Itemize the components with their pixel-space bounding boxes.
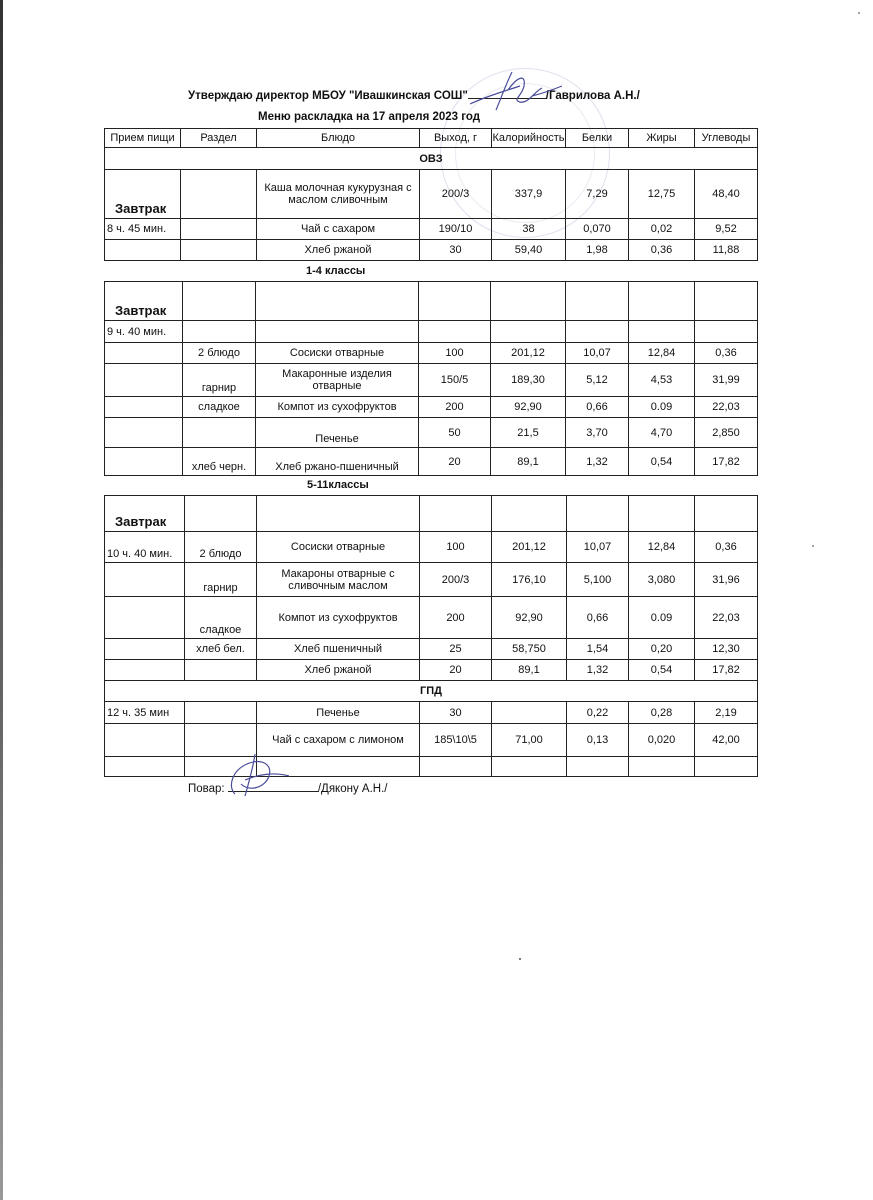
cell-output: 185\10\5 <box>420 724 492 757</box>
cell-kcal: 92,90 <box>491 397 566 418</box>
table-row <box>105 282 758 321</box>
section-row <box>105 148 758 170</box>
cell-output: 20 <box>419 448 491 476</box>
table-row <box>105 219 758 240</box>
cell-protein: 1,54 <box>567 639 629 660</box>
cell-kcal: 58,750 <box>492 639 567 660</box>
cell-fat: 12,84 <box>629 532 695 563</box>
cell-dish: Хлеб ржаной <box>257 660 420 681</box>
cell-dish: Каша молочная кукурузная с маслом сливочным <box>257 170 420 219</box>
cell-section: сладкое <box>185 597 257 639</box>
menu-table-1-4 <box>104 281 758 476</box>
scan-edge <box>0 0 3 1200</box>
cell-section: 2 блюдо <box>185 532 257 563</box>
cell-output: 150/5 <box>419 364 491 397</box>
cell-dish: Печенье <box>257 702 420 724</box>
cell-carbs: 22,03 <box>695 397 758 418</box>
cell-carbs: 0,36 <box>695 343 758 364</box>
cell-fat: 0,020 <box>629 724 695 757</box>
cell-kcal: 89,1 <box>491 448 566 476</box>
table-row <box>105 240 758 261</box>
cell-time <box>105 639 185 660</box>
cell-fat: 0,36 <box>629 240 695 261</box>
cook-signature <box>215 750 295 800</box>
director-name: /Гаврилова А.Н./ <box>545 90 640 102</box>
cell-output: 30 <box>420 240 492 261</box>
scan-speck <box>519 958 521 960</box>
cell-kcal <box>492 702 567 724</box>
table-row <box>105 170 758 219</box>
cell-protein: 0,22 <box>567 702 629 724</box>
cell-carbs: 48,40 <box>695 170 758 219</box>
cell-fat: 12,84 <box>629 343 695 364</box>
cell-output: 50 <box>419 418 491 448</box>
cell-time <box>105 724 185 757</box>
cell-protein: 7,29 <box>566 170 629 219</box>
cell-time: 8 ч. 45 мин. <box>105 219 181 240</box>
cell-section: гарнир <box>185 563 257 597</box>
col-header: Прием пищи <box>105 129 181 148</box>
cell-dish: Компот из сухофруктов <box>256 397 419 418</box>
cell-time: 12 ч. 35 мин <box>105 702 185 724</box>
cell-protein: 5,12 <box>566 364 629 397</box>
approval-text: Утверждаю директор МБОУ "Ивашкинская СОШ" <box>188 90 468 102</box>
cell-kcal: 176,10 <box>492 563 567 597</box>
section-title-5-11: 5-11классы <box>307 479 369 491</box>
cell-fat: 0,20 <box>629 639 695 660</box>
cell-section <box>185 660 257 681</box>
cell-kcal: 38 <box>492 219 566 240</box>
menu-title: Меню раскладка на 17 апреля 2023 год <box>258 111 481 123</box>
cell-fat: 0,02 <box>629 219 695 240</box>
table-row <box>105 496 758 532</box>
cell-protein: 0,66 <box>567 597 629 639</box>
cell-section: гарнир <box>183 364 256 397</box>
table-row <box>105 597 758 639</box>
cell-kcal: 201,12 <box>492 532 567 563</box>
table-row <box>105 639 758 660</box>
table-row <box>105 364 758 397</box>
menu-table-5-11 <box>104 495 758 777</box>
cell-protein: 0,66 <box>566 397 629 418</box>
cell-fat: 0,54 <box>629 448 695 476</box>
table-row <box>105 660 758 681</box>
cell-section: 2 блюдо <box>183 343 256 364</box>
table-row <box>105 532 758 563</box>
cell-dish: Чай с сахаром <box>257 219 420 240</box>
cell-section <box>185 702 257 724</box>
col-header: Жиры <box>629 129 695 148</box>
cell-dish: Чай с сахаром с лимоном <box>257 724 420 757</box>
table-row <box>105 563 758 597</box>
cell-section <box>181 240 257 261</box>
table-row <box>105 448 758 476</box>
col-header: Белки <box>566 129 629 148</box>
meal-label: Завтрак <box>105 282 183 321</box>
cell-kcal: 59,40 <box>492 240 566 261</box>
cell-output: 20 <box>420 660 492 681</box>
cell-carbs: 22,03 <box>695 597 758 639</box>
table-row <box>105 397 758 418</box>
table-row <box>105 343 758 364</box>
cell-carbs: 31,99 <box>695 364 758 397</box>
scan-speck <box>858 12 860 14</box>
scan-speck <box>812 545 814 547</box>
table-row <box>105 724 758 757</box>
cell-section <box>183 418 256 448</box>
cell-protein: 10,07 <box>567 532 629 563</box>
cell-protein: 0,070 <box>566 219 629 240</box>
cell-kcal: 337,9 <box>492 170 566 219</box>
cell-fat: 12,75 <box>629 170 695 219</box>
cell-protein: 1,32 <box>566 448 629 476</box>
cell-dish: Макароны отварные с сливочным маслом <box>257 563 420 597</box>
cell-carbs: 2,850 <box>695 418 758 448</box>
col-header: Блюдо <box>257 129 420 148</box>
table-row <box>105 321 758 343</box>
cell-carbs: 17,82 <box>695 660 758 681</box>
col-header: Выход, г <box>420 129 492 148</box>
meal-label: Завтрак <box>105 170 181 219</box>
cell-section: хлеб черн. <box>183 448 256 476</box>
cell-output: 100 <box>420 532 492 563</box>
cell-protein: 5,100 <box>567 563 629 597</box>
cell-protein: 1,32 <box>567 660 629 681</box>
cook-label: Повар: <box>188 783 225 795</box>
cell-dish: Хлеб ржаной <box>257 240 420 261</box>
cell-dish: Хлеб пшеничный <box>257 639 420 660</box>
table-row <box>105 702 758 724</box>
cell-output: 200/3 <box>420 563 492 597</box>
cell-time <box>105 660 185 681</box>
cell-fat: 4,53 <box>629 364 695 397</box>
cell-fat: 0.09 <box>629 597 695 639</box>
cell-output: 200 <box>419 397 491 418</box>
approval-line <box>188 90 640 102</box>
cell-output: 190/10 <box>420 219 492 240</box>
cell-dish: Компот из сухофруктов <box>257 597 420 639</box>
cell-output: 200 <box>420 597 492 639</box>
cell-carbs: 2,19 <box>695 702 758 724</box>
cell-carbs: 42,00 <box>695 724 758 757</box>
col-header: Калорийность <box>492 129 566 148</box>
cell-dish: Сосиски отварные <box>256 343 419 364</box>
cell-protein: 1,98 <box>566 240 629 261</box>
cell-time <box>105 563 185 597</box>
cell-kcal: 71,00 <box>492 724 567 757</box>
cell-kcal: 21,5 <box>491 418 566 448</box>
cell-output: 25 <box>420 639 492 660</box>
cell-time <box>105 240 181 261</box>
menu-table-ovz <box>104 128 758 261</box>
cell-carbs: 0,36 <box>695 532 758 563</box>
cell-section <box>181 170 257 219</box>
cell-protein: 3,70 <box>566 418 629 448</box>
cell-output: 200/3 <box>420 170 492 219</box>
cell-section: хлеб бел. <box>185 639 257 660</box>
cell-fat: 4,70 <box>629 418 695 448</box>
cell-protein: 10,07 <box>566 343 629 364</box>
cell-fat: 0,28 <box>629 702 695 724</box>
cell-time: 9 ч. 40 мин. <box>105 321 183 343</box>
cell-fat: 3,080 <box>629 563 695 597</box>
cell-output: 100 <box>419 343 491 364</box>
cook-name: /Дякону А.Н./ <box>317 783 388 795</box>
col-header: Раздел <box>181 129 257 148</box>
col-header: Углеводы <box>695 129 758 148</box>
cell-section <box>181 219 257 240</box>
cell-dish: Печенье <box>256 418 419 448</box>
director-signature <box>462 66 572 116</box>
cell-kcal: 89,1 <box>492 660 567 681</box>
cell-carbs: 31,96 <box>695 563 758 597</box>
cell-carbs: 17,82 <box>695 448 758 476</box>
section-title-gpd: ГПД <box>105 681 758 702</box>
table-header-row <box>105 129 758 148</box>
cell-carbs: 11,88 <box>695 240 758 261</box>
section-row <box>105 681 758 702</box>
cell-section: сладкое <box>183 397 256 418</box>
cell-dish: Макаронные изделия отварные <box>256 364 419 397</box>
cell-output: 30 <box>420 702 492 724</box>
cell-dish: Хлеб ржано-пшеничный <box>256 448 419 476</box>
cell-fat: 0.09 <box>629 397 695 418</box>
cell-dish: Сосиски отварные <box>257 532 420 563</box>
meal-label: Завтрак <box>105 496 185 532</box>
cell-time <box>105 597 185 639</box>
table-row <box>105 418 758 448</box>
cell-carbs: 12,30 <box>695 639 758 660</box>
cell-time: 10 ч. 40 мин. <box>105 532 185 563</box>
cell-fat: 0,54 <box>629 660 695 681</box>
cell-kcal: 189,30 <box>491 364 566 397</box>
cell-kcal: 92,90 <box>492 597 567 639</box>
section-title: ОВЗ <box>105 148 758 170</box>
cell-protein: 0,13 <box>567 724 629 757</box>
table-row <box>105 757 758 777</box>
cell-kcal: 201,12 <box>491 343 566 364</box>
section-title-1-4: 1-4 классы <box>306 265 366 277</box>
cell-carbs: 9,52 <box>695 219 758 240</box>
